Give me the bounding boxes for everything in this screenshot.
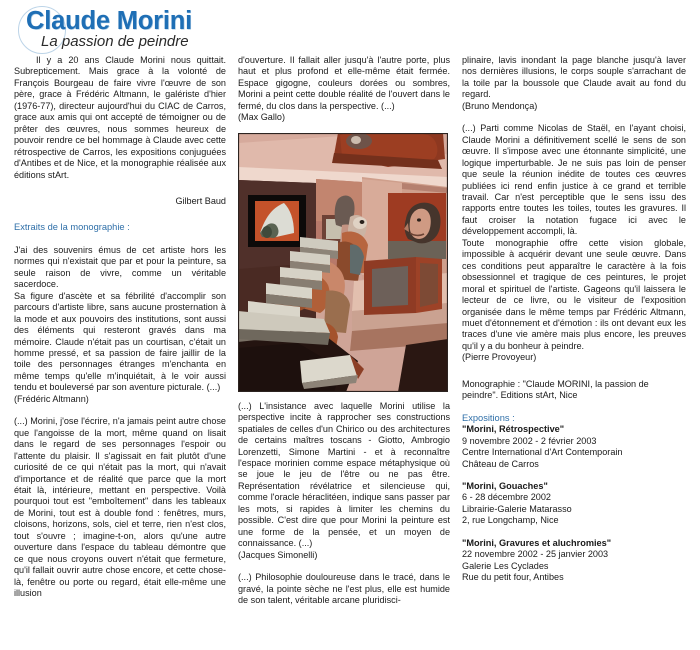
exposition-address: Rue du petit four, Antibes bbox=[462, 572, 564, 583]
quote-provoyeur-part1: (...) Parti comme Nicolas de Staël, en l'ayant choisi, Claude Morini a définitivement scellé le sens de son œuvre. Il s'impose avec une étonnante simplicité, une logique imperturbable. Je ne suis pas loin de penser que seule la réunion inédite de toutes ces œuvres publiées ici rend enfin justice à ce grand et terrible travail. Car n'est perceptible que le sens issu des rapports entre toutes les toiles, toutes les gravures. Il faut croiser la notation fugace ici avec le développement accompli, là. bbox=[462, 123, 686, 237]
spacer bbox=[14, 181, 226, 196]
monograph-line-1: Monographie : "Claude MORINI, la passion de bbox=[462, 378, 649, 389]
spacer bbox=[462, 527, 686, 538]
exposition-dates: 9 novembre 2002 - 2 février 2003 bbox=[462, 435, 597, 446]
page-subtitle: La passion de peindre bbox=[41, 33, 189, 50]
page-title: Claude Morini bbox=[26, 7, 192, 35]
exposition-title: "Morini, Gravures et aluchromies" bbox=[462, 537, 612, 548]
masthead bbox=[0, 0, 700, 52]
quote-gallo-part1: (...) Morini, j'ose l'écrire, n'a jamais peint autre chose que l'angoisse de la mort, même quand on lisait dans le regard de ses personnages l'espoir ou l'attente du plaisir. Il s'agissait en fait plutôt d'une curiosité de ce qui n'était pas la mort, qui n'avait d'importance et de réalité que parce que la mort était là, intérieure, mettant en perspective. Voilà pourquoi tout est "emboîtement" dans les tableaux de Morini, tout est à double fond : fenêtres, murs, cloisons, horizons, sols, ciel et terre, rien n'est clos, tout s'ouvre ; imagine-t-on, alors qu'une autre ouverture dans l'espace du tableau démontre que ce que nous croyons ouvert n'était que fermeture, qu'il fallait ouvrir autre chose encore, et cette chose-là, fenêtre ou porte ou regard, était elle-même une illusion bbox=[14, 416, 226, 599]
section-heading-extraits: Extraits de la monographie : bbox=[14, 222, 130, 233]
quote-mendonca-author: (Bruno Mendonça) bbox=[462, 100, 538, 111]
intro-paragraph: Il y a 20 ans Claude Morini nous quittait. Subrepticement. Mais grace à la volonté de François Bourgeau de faire vivre l'œuvre de son père, grace à Frédéric Altmann, le galériste d'hier (1976-77), directeur aujourd'hui du CIAC de Carros, grace aux amis qui ont accepté de témoigner ou de prêter des œuvres, nous sommes heureux de pouvoir rendre ce bel hommage à Claude avec cette rétrospective de Carros, les expositions conjuguées d'Antibes et de Nice, et la monographie réalisée aux éditions stArt. bbox=[14, 55, 226, 180]
intro-byline: Gilbert Baud bbox=[175, 195, 226, 206]
section-heading-expositions: Expositions : bbox=[462, 412, 515, 423]
exposition-dates: 6 - 28 décembre 2002 bbox=[462, 492, 551, 503]
exposition-entry bbox=[462, 481, 686, 527]
text-column-2 bbox=[238, 55, 450, 606]
exposition-title: "Morini, Rétrospective" bbox=[462, 424, 565, 435]
exposition-address: Château de Carros bbox=[462, 458, 539, 469]
spacer bbox=[14, 207, 226, 222]
exposition-address: 2, rue Longchamp, Nice bbox=[462, 515, 559, 526]
text-column-3 bbox=[462, 55, 686, 584]
quote-simonelli: (...) L'insistance avec laquelle Morini utilise la perspective incite à rapprocher ses constructions spatiales de celles d'un Chirico ou des architectures de certains maîtres toscans - Giotto, Ambrogio Lorenzetti, Simone Martini - et à reconnaître l'espace morinien comme espace métaphysique où se joue le jeu de l'être ou ne pas être. Représentation révélatrice et silencieuse qui, comme l'oracle héraclitéen, indique sans passer par les mots, si rapides à limiter les chemins du possible. C'est dire que pour Morini la peinture est une forme de la pensée, et un moyen de connaissance. (...) bbox=[238, 400, 450, 549]
exposition-dates: 22 novembre 2002 - 25 janvier 2003 bbox=[462, 549, 609, 560]
exposition-venue: Centre International d'Art Contemporain bbox=[462, 447, 623, 458]
spacer bbox=[462, 470, 686, 481]
painting-artwork-icon bbox=[238, 133, 448, 392]
quote-provoyeur-part2: Toute monographie offre cette vision globale, impossible à acquérir devant une seule œuvre. Dans ces conditions peut apparaître le caractère à la fois obsessionnel et tragique de ces peintures, le projet moral et spirituel de l'artiste. Gageons qu'il laissera le lecteur de ce livre, ou le visiteur de l'exposition organisée dans le même temps par Frédéric Altmann, muet d'étonnement et d'émotion : ils ont devant eux les traces d'une vie amère mais plus encore, les preuves qu'il y a du bonheur à peindre. bbox=[462, 237, 686, 351]
quote-gallo-continued: d'ouverture. Il fallait aller jusqu'à l'autre porte, plus haut et plus profond et elle-même était fermée. Espace gigogne, couleurs dorées ou sombres, Morini a peint cette double réalité de l'ouvert dans le fermé, du clos dans la perspective. (...) bbox=[238, 55, 450, 111]
quote-altmann-part1: J'ai des souvenirs émus de cet artiste hors les normes qui n'existait que par et pour la peinture, sa seule raison de vivre, comme un véritable sacerdoce. bbox=[14, 244, 226, 290]
spacer bbox=[14, 405, 226, 416]
quote-altmann-part2: Sa figure d'ascète et sa fébrilité d'accomplir son parcours d'artiste libre, sans aucune prosternation à la mode et aux pouvoirs des institutions, sont aussi des éléments qui resteront gravés dans ma mémoire. Claude n'était pas un courtisan, c'était un homme pressé, et sa passion de faire jaillir de la toile des personnages étranges m'enchanta en même temps qu'elle m'inquiétait, à le voir aussi tendu et bouleversé par son aventure picturale. (...) bbox=[14, 290, 226, 393]
text-column-1 bbox=[14, 55, 226, 599]
exposition-venue: Librairie-Galerie Matarasso bbox=[462, 503, 572, 514]
quote-mendonca-continued: plinaire, lavis inondant la page blanche jusqu'à laver nos dernières illusions, le corps souple s'arrachant de la toile par la boussole que Claude avait au fond du regard. bbox=[462, 55, 686, 100]
spacer bbox=[462, 364, 686, 379]
exposition-entry bbox=[462, 538, 686, 584]
quote-provoyeur-author: (Pierre Provoyeur) bbox=[462, 352, 537, 363]
spacer bbox=[14, 234, 226, 245]
spacer bbox=[238, 561, 450, 572]
morini-interior-painting bbox=[238, 133, 448, 392]
exposition-venue: Galerie Les Cyclades bbox=[462, 560, 549, 571]
spacer bbox=[462, 402, 686, 413]
monograph-line-2: peindre". Editions stArt, Nice bbox=[462, 390, 578, 401]
exposition-entry bbox=[462, 424, 686, 470]
exposition-title: "Morini, Gouaches" bbox=[462, 480, 548, 491]
quote-gallo-author: (Max Gallo) bbox=[238, 112, 285, 123]
quote-altmann-author: (Frédéric Altmann) bbox=[14, 393, 89, 404]
quote-mendonca-part1: (...) Philosophie douloureuse dans le tracé, dans le gravé, la pointe sèche ne l'est plus, elle est humide de son talent, véritable arcane pluridisci- bbox=[238, 572, 450, 605]
quote-simonelli-author: (Jacques Simonelli) bbox=[238, 549, 318, 560]
spacer bbox=[462, 112, 686, 123]
